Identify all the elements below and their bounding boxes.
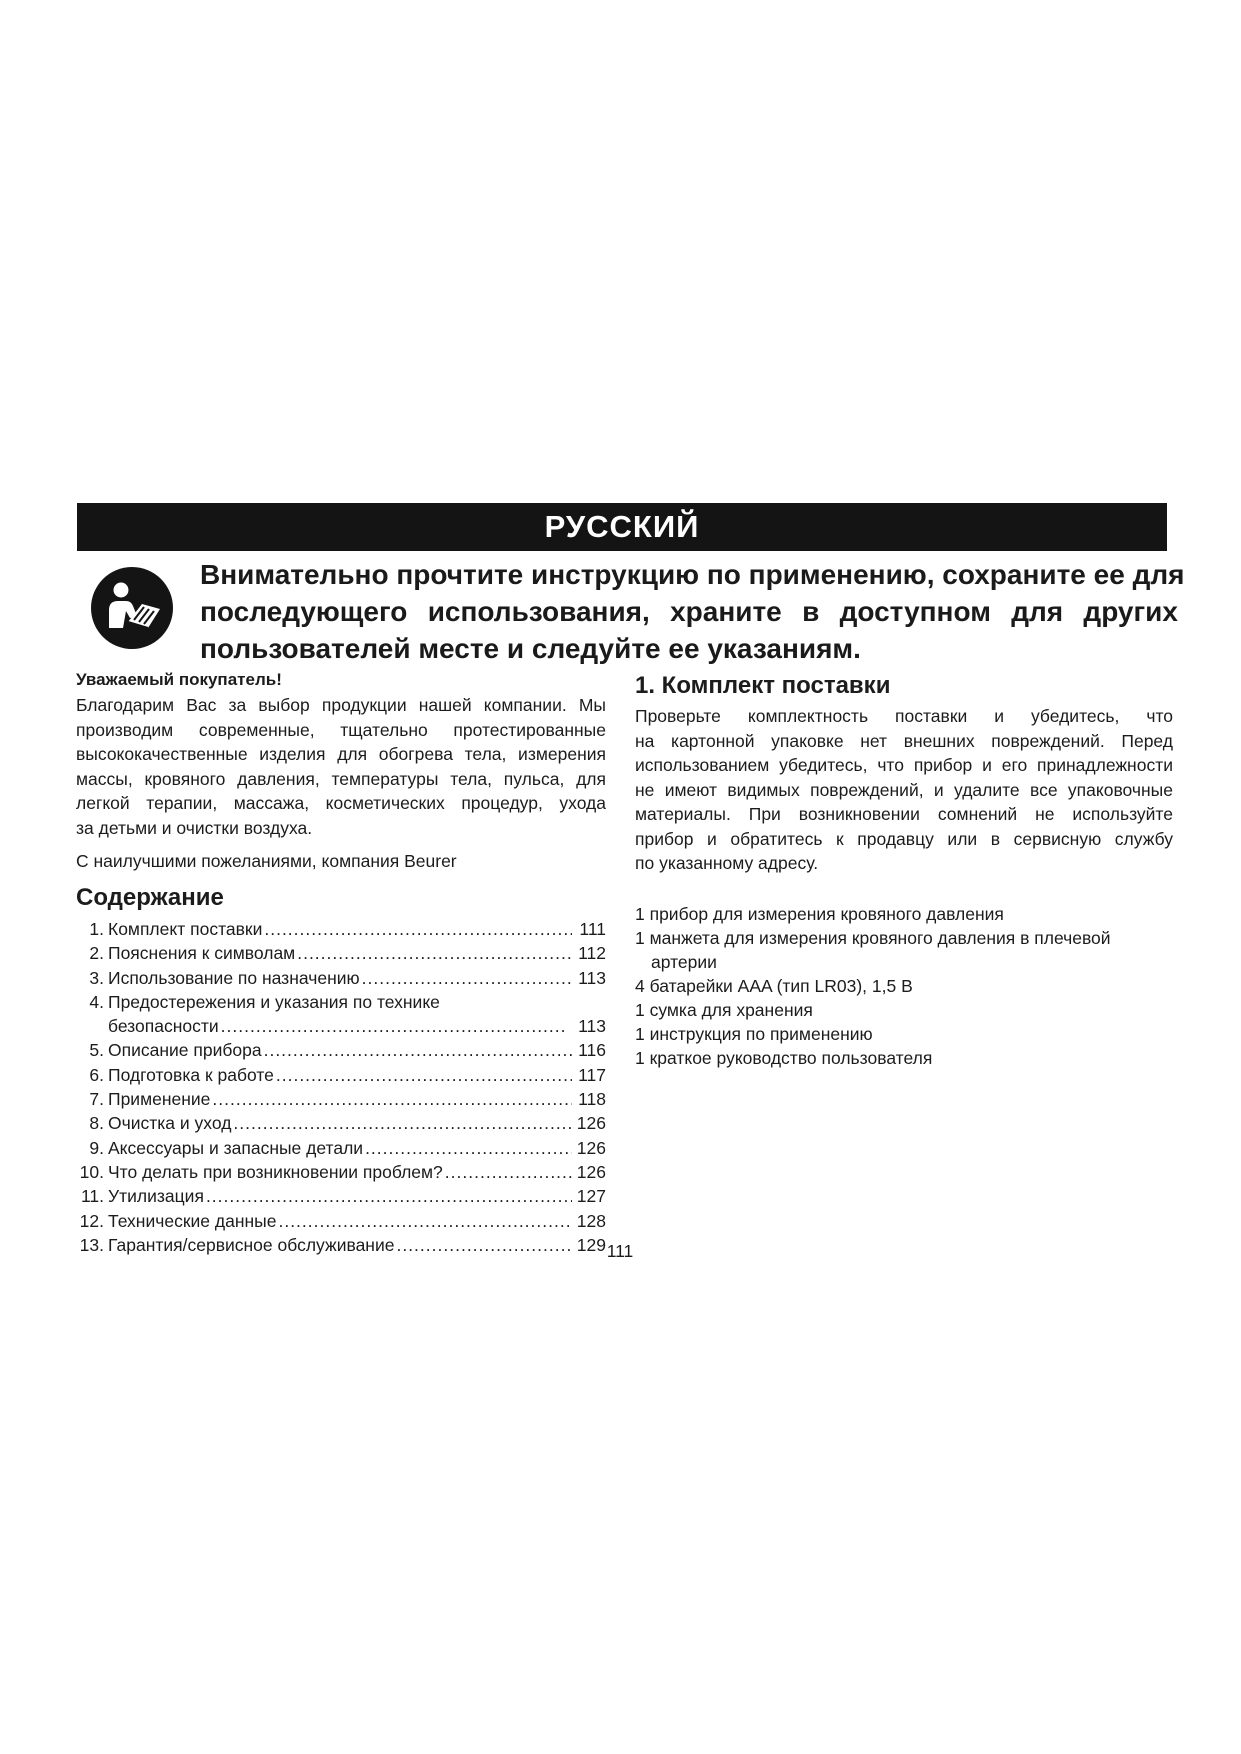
toc-item-number: 3. [89, 967, 104, 988]
paragraph-line: Проверьте комплектность поставки и убедитесь, что [635, 706, 1173, 726]
scope-item: 1 манжета для измерения кровяного давления в плечевой [635, 927, 1111, 948]
toc-item-title: Описание прибора [108, 1040, 262, 1061]
toc-item-page: 111 [579, 919, 606, 939]
toc-item-page: 112 [578, 943, 606, 964]
toc-item-page: 127 [576, 1186, 606, 1207]
scope-item: 1 краткое руководство пользователя [635, 1047, 933, 1068]
paragraph-line: Благодарим Вас за выбор продукции нашей компании. Мы [76, 695, 606, 715]
toc-item-number: 10. [79, 1161, 104, 1182]
toc-item-title: безопасности [108, 1016, 219, 1037]
warning-word: для [1011, 596, 1064, 627]
toc-item [76, 990, 606, 1014]
toc-item-page: 113 [578, 967, 606, 988]
toc-item [76, 1038, 606, 1062]
toc-item-number: 2. [89, 943, 104, 964]
scope-item: 1 сумка для хранения [635, 999, 813, 1020]
toc-item [76, 1184, 606, 1208]
warning-word: храните [670, 596, 782, 627]
toc-item [76, 1111, 606, 1135]
toc-leader-dots [264, 1038, 572, 1062]
toc-leader-dots [276, 1063, 572, 1087]
toc-leader-dots [206, 1184, 572, 1208]
toc-item-number: 7. [89, 1089, 104, 1110]
toc-item-number: 13. [79, 1234, 104, 1255]
paragraph-line: по указанному адресу. [635, 853, 819, 873]
scope-list [635, 902, 1173, 1070]
toc-item-number: 12. [79, 1210, 104, 1231]
warning-line-3: пользователей месте и следуйте ее указаниям. [200, 633, 861, 664]
warning-heading [200, 556, 1185, 667]
paragraph-line: на картонной упаковке нет внешних повреждений. Перед [635, 730, 1173, 751]
toc-item-page: 129 [576, 1234, 606, 1255]
right-column [635, 671, 1173, 1070]
toc-item-page: 126 [576, 1137, 606, 1158]
toc-item-page: 126 [576, 1113, 606, 1134]
section-paragraph [635, 704, 1173, 876]
intro-paragraph [76, 693, 606, 840]
toc-item-number: 8. [89, 1113, 104, 1134]
warning-word: других [1083, 596, 1178, 627]
toc-item [76, 1063, 606, 1087]
toc-item-title: Очистка и уход [108, 1113, 232, 1134]
toc-item-number: 1. [89, 919, 104, 939]
toc-item-title: Использование по назначению [108, 967, 360, 988]
scope-item: 1 инструкция по применению [635, 1023, 873, 1044]
toc-leader-dots [212, 1087, 572, 1111]
paragraph-line: производим современные, тщательно протестированные [76, 719, 606, 740]
toc-item-number: 9. [89, 1137, 104, 1158]
scope-item: 4 батарейки AAA (тип LR03), 1,5 В [635, 975, 913, 996]
paragraph-line: использованием убедитесь, что прибор и его принадлежности [635, 755, 1173, 775]
toc-item [76, 1209, 606, 1233]
toc-heading: Содержание [76, 884, 224, 911]
scope-item: артерии [651, 951, 717, 972]
warning-line-2 [200, 593, 1178, 630]
toc-item-page: 113 [578, 1016, 606, 1037]
paragraph-line: легкой терапии, массажа, косметических процедур, ухода [76, 793, 606, 813]
toc-item [76, 1087, 606, 1111]
toc-leader-dots [278, 1209, 572, 1233]
regards: С наилучшими пожеланиями, компания Beurer [76, 851, 457, 871]
toc-item-title: Пояснения к символам [108, 943, 296, 964]
toc-item-number: 6. [89, 1064, 104, 1085]
toc-item-title: Комплект поставки [108, 919, 263, 939]
paragraph-line: материалы. При возникновении сомнений не используйте [635, 804, 1173, 824]
toc-item-page: 118 [578, 1089, 606, 1110]
scope-item: 1 прибор для измерения кровяного давления [635, 903, 1004, 924]
toc-item-title: Что делать при возникновении проблем? [108, 1161, 443, 1182]
table-of-contents [76, 917, 606, 1257]
toc-leader-dots [396, 1233, 572, 1257]
salutation: Уважаемый покупатель! [76, 670, 282, 689]
toc-item-number: 5. [89, 1040, 104, 1061]
toc-item [76, 1233, 606, 1257]
toc-item-title: Гарантия/сервисное обслуживание [108, 1234, 395, 1255]
paragraph-line: массы, кровяного давления, температуры тела, пульса, для [76, 768, 606, 789]
toc-leader-dots [365, 1136, 572, 1160]
toc-item-number: 4. [89, 991, 104, 1012]
paragraph-line: прибор и обратитесь к продавцу или в сервисную службу [635, 828, 1173, 849]
left-column [76, 669, 606, 1257]
paragraph-line: высококачественные изделия для обогрева тела, измерения [76, 744, 606, 764]
paragraph-line: за детьми и очистки воздуха. [76, 817, 313, 838]
toc-item [76, 1160, 606, 1184]
warning-word: в [802, 596, 820, 627]
toc-leader-dots [445, 1160, 572, 1184]
toc-item-title: Предостережения и указания по технике [108, 991, 440, 1012]
language-bar: РУССКИЙ [77, 503, 1167, 551]
toc-item-title: Аксессуары и запасные детали [108, 1137, 364, 1158]
toc-leader-dots [264, 917, 572, 941]
toc-item [76, 1136, 606, 1160]
toc-item-title: Применение [108, 1089, 211, 1110]
warning-line-1: Внимательно прочтите инструкцию по применению, сохраните ее для [200, 559, 1185, 590]
toc-item [76, 1014, 606, 1038]
toc-item-page: 116 [578, 1040, 606, 1061]
toc-item-page: 117 [578, 1064, 606, 1085]
toc-item-title: Утилизация [108, 1186, 204, 1207]
warning-word: последующего [200, 596, 408, 627]
toc-item-page: 128 [576, 1210, 606, 1231]
warning-word: использования, [427, 596, 650, 627]
toc-item-title: Технические данные [108, 1210, 277, 1231]
toc-item-number: 11. [80, 1186, 104, 1207]
toc-leader-dots [362, 966, 572, 990]
page-number: 111 [606, 1241, 634, 1261]
toc-leader-dots [233, 1111, 572, 1135]
toc-leader-dots [297, 941, 572, 965]
toc-item [76, 917, 606, 941]
toc-item-title: Подготовка к работе [108, 1064, 274, 1085]
warning-word: доступном [839, 596, 991, 627]
paragraph-line: не имеют видимых повреждений, и удалите все упаковочные [635, 779, 1173, 800]
section-heading: 1. Комплект поставки [635, 672, 891, 699]
toc-item-page: 126 [576, 1161, 606, 1182]
toc-item [76, 966, 606, 990]
toc-leader-dots [221, 1014, 568, 1038]
toc-item [76, 941, 606, 965]
read-manual-icon [90, 566, 174, 650]
